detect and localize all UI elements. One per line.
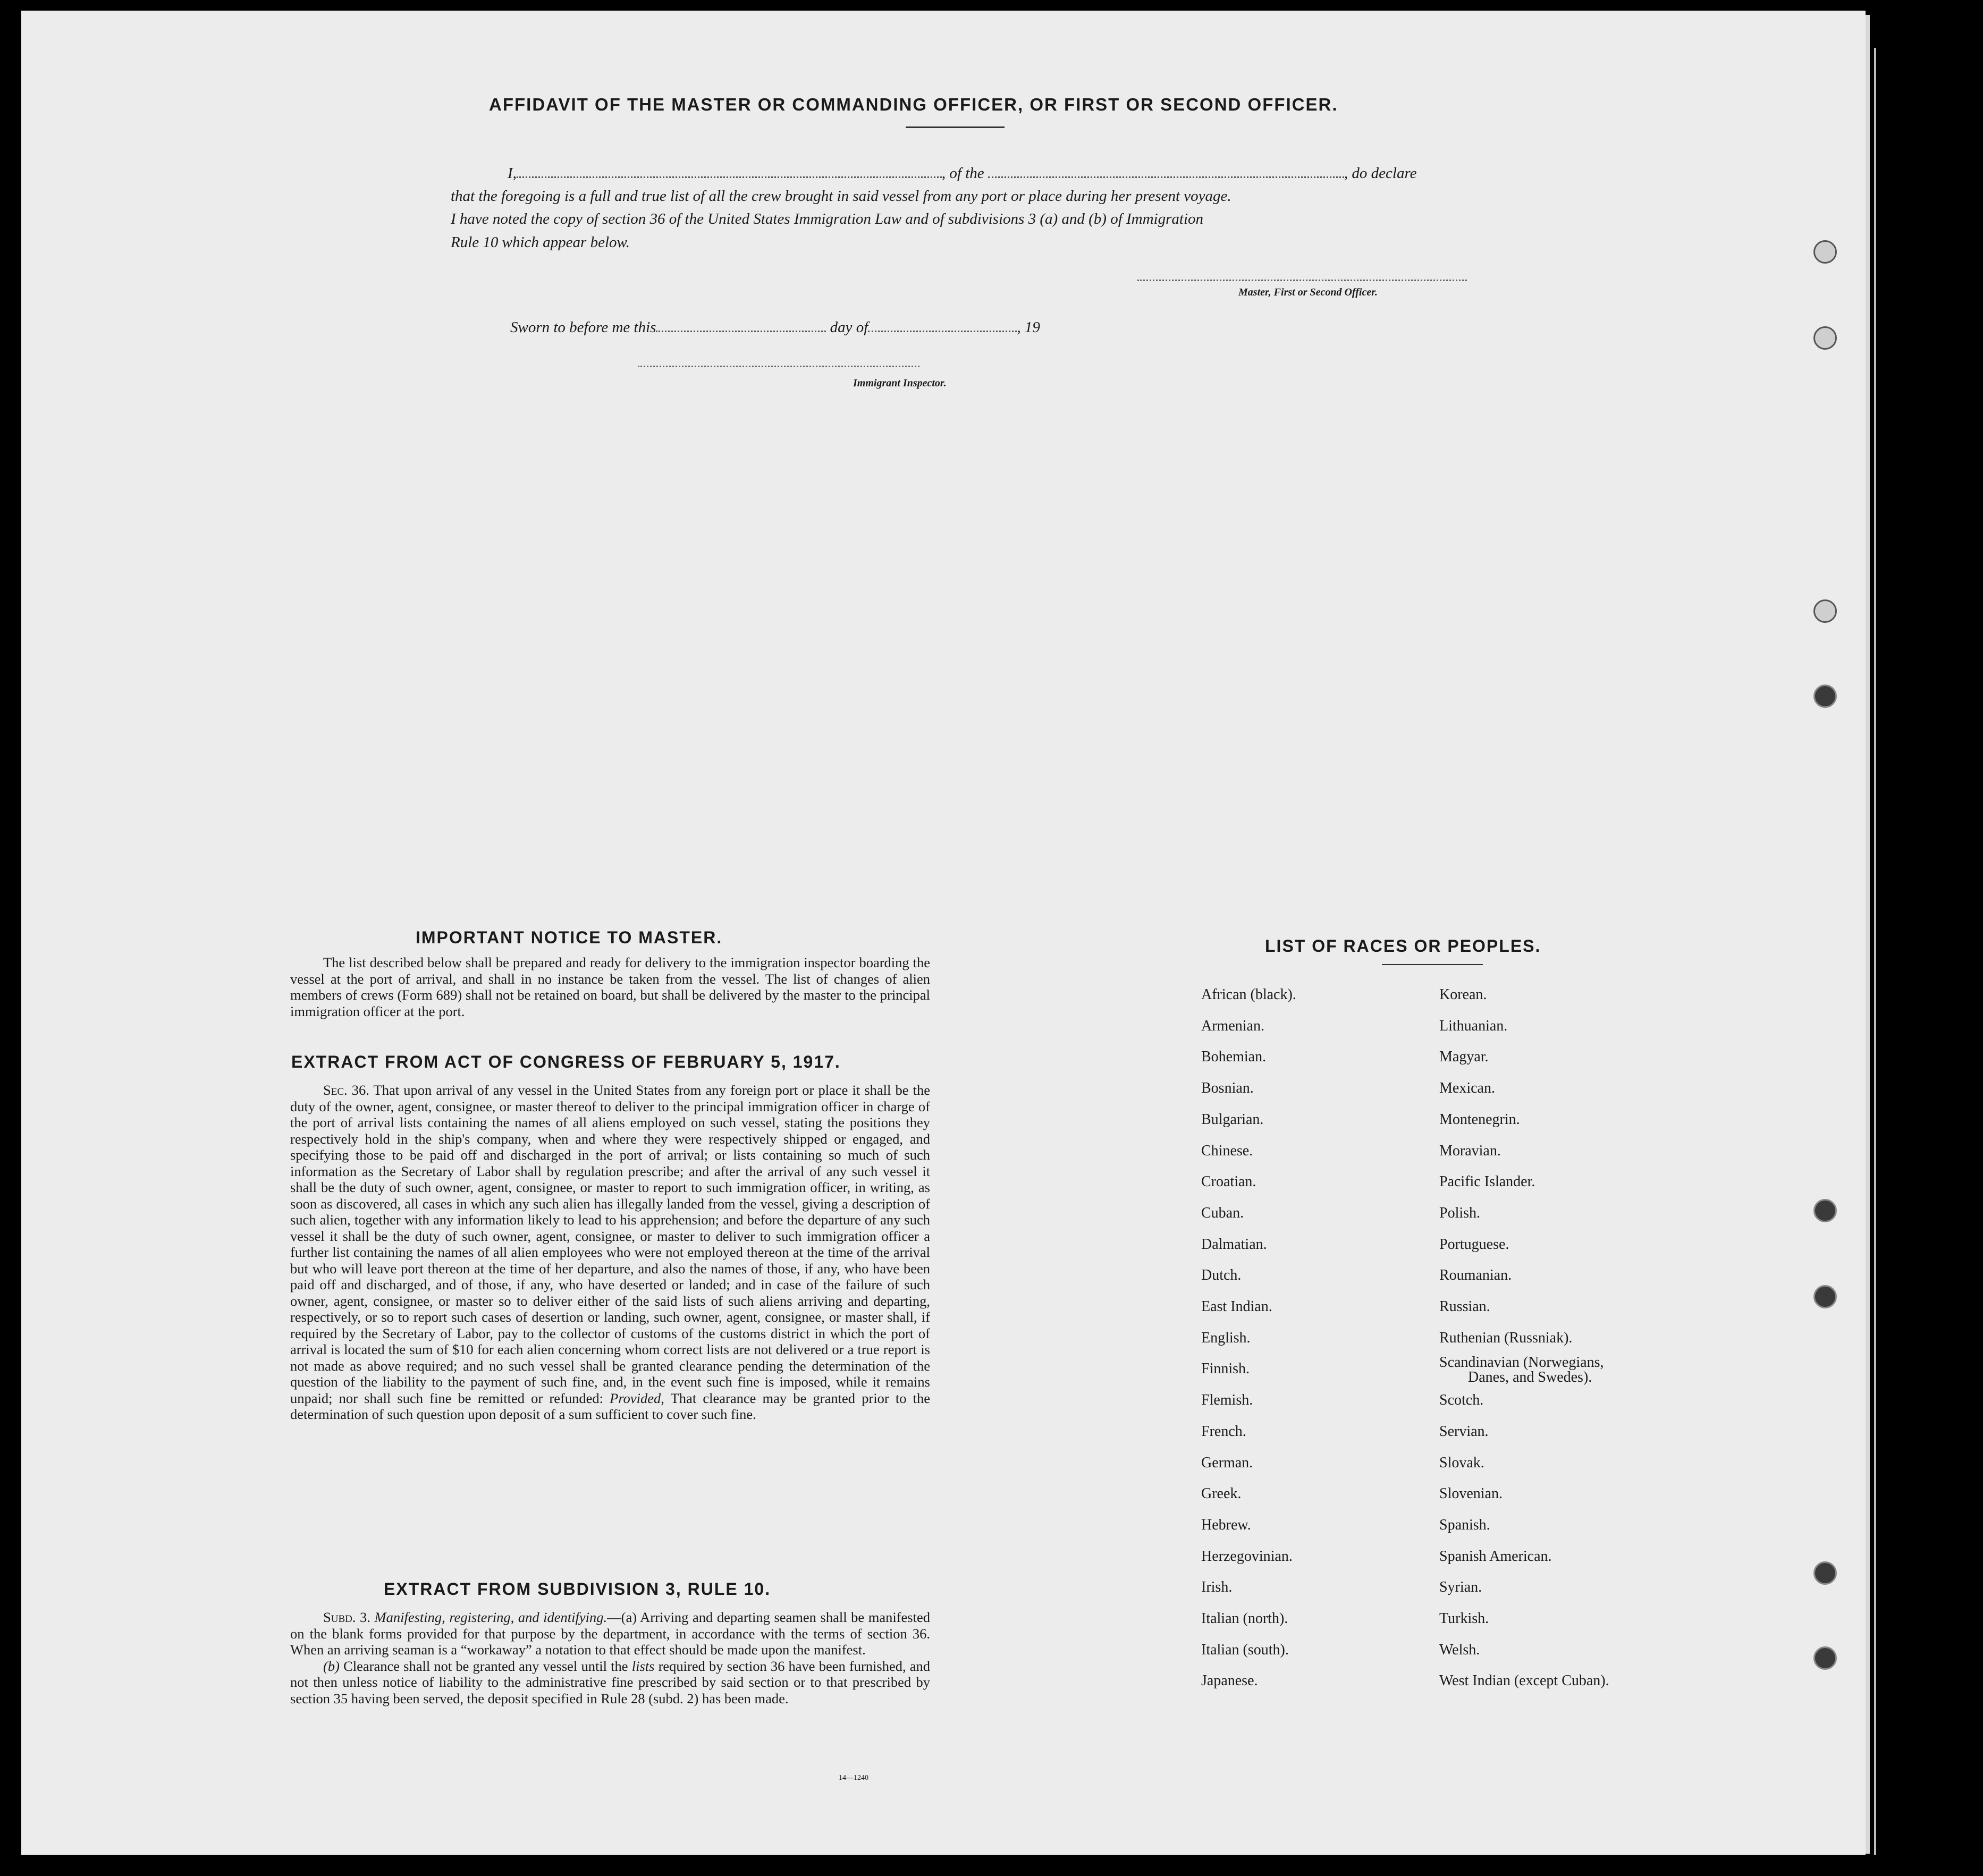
- master-label: Master, First or Second Officer.: [1238, 286, 1378, 298]
- punch-hole: [1813, 1561, 1837, 1585]
- race-item: Russian.: [1439, 1298, 1490, 1315]
- race-item: French.: [1201, 1423, 1246, 1440]
- race-item: Magyar.: [1439, 1049, 1489, 1066]
- punch-hole: [1813, 326, 1837, 350]
- sworn-year: , 19: [1017, 319, 1040, 336]
- affidavit-do-declare: , do declare: [1344, 165, 1417, 182]
- races-title: LIST OF RACES OR PEOPLES.: [1265, 936, 1541, 956]
- race-item: Armenian.: [1201, 1017, 1264, 1034]
- affidavit-i: I,: [508, 165, 517, 182]
- race-item: Polish.: [1439, 1204, 1481, 1221]
- race-item: Montenegrin.: [1439, 1111, 1520, 1128]
- race-item: Dalmatian.: [1201, 1236, 1267, 1253]
- race-item: Spanish.: [1439, 1516, 1490, 1533]
- inspector-signature-line: [638, 366, 919, 367]
- month-blank: [868, 327, 1017, 332]
- inspector-label: Immigrant Inspector.: [853, 377, 947, 389]
- affidavit-line-2: that the foregoing is a full and true list of all the crew brought in said vessel from any port or place during her present voyage.: [451, 188, 1231, 205]
- race-item: Portuguese.: [1439, 1236, 1509, 1253]
- affidavit-of-the: , of the: [941, 165, 984, 182]
- sworn-prefix: Sworn to before me this: [510, 319, 656, 336]
- notice-title: IMPORTANT NOTICE TO MASTER.: [416, 928, 723, 947]
- page-edge-shadow: [1874, 48, 1876, 1855]
- punch-hole: [1813, 1285, 1837, 1308]
- sworn-day-of: day of: [830, 319, 868, 336]
- affidavit-line-4: Rule 10 which appear below.: [451, 234, 630, 251]
- race-item: Croatian.: [1201, 1173, 1256, 1190]
- race-item: Italian (south).: [1201, 1641, 1289, 1658]
- race-item: Slovenian.: [1439, 1485, 1503, 1502]
- master-signature-line: [1137, 280, 1467, 281]
- race-item: Turkish.: [1439, 1610, 1489, 1627]
- document-page: [21, 11, 1866, 1855]
- race-item: Irish.: [1201, 1579, 1233, 1596]
- race-item: Roumanian.: [1439, 1267, 1512, 1284]
- punch-hole: [1813, 240, 1837, 264]
- race-item: African (black).: [1201, 986, 1296, 1003]
- sec-36-text: Sec. 36. That upon arrival of any vessel in the United States from any foreign port or place it shall be the duty of the owner, agent, consignee, or master thereof to deliver to the principal immigration officer in charge of the port of arrival lists containing the names of all aliens employed on such vessel, stating the positions they respectively hold in the ship's company, when and where they were respectively shipped or engaged, and specifying those to be paid off and discharged in the port of arrival; or lists containing so much of such information as the Secretary of Labor shall by regulation prescribe; and after the arrival of any such vessel it shall be the duty of such owner, agent, consignee, or master to report to such immigration officer, in writing, as soon as discovered, all cases in which any such alien has illegally landed from the vessel, giving a description of such alien, together with any information likely to lead to his apprehension; and before the departure of any such vessel it shall be the duty of such owner, agent, consignee, or master to deliver to such immigration officer a further list containing the names of all alien employees who were not employed thereon at the time of the arrival but who will leave port thereon at the time of her departure, and also the names of those, if any, who have been paid off and discharged, and of those, if any, who have deserted or landed; and in case of the failure of such owner, agent, consignee, or master so to deliver either of the said lists of such aliens arriving and departing, respectively, or so to report such cases of desertion or landing, such owner, agent, consignee, or master shall, if required by the Secretary of Labor, pay to the collector of customs of the customs district in which the port of arrival is located the sum of $10 for each alien concerning whom correct lists are not delivered or a true report is not made as above required; and no such vessel shall be granted clearance pending the determination of the question of the liability to the payment of such fine, and, in the event such fine is imposed, while it remains unpaid; nor shall such fine be remitted or refunded: Provided, That clearance may be granted prior to the determination of such question upon deposit of a sum sufficient to cover such fine.: [290, 1082, 931, 1422]
- page-edge: [1866, 15, 1870, 1854]
- title-underline: [906, 126, 1005, 128]
- race-item: Bulgarian.: [1201, 1111, 1264, 1128]
- race-item: Lithuanian.: [1439, 1017, 1508, 1034]
- vessel-blank: [988, 173, 1344, 178]
- race-item: Finnish.: [1201, 1360, 1250, 1378]
- punch-hole: [1813, 599, 1837, 623]
- race-item: Korean.: [1439, 986, 1487, 1003]
- sec-label: Sec. 36.: [323, 1082, 369, 1098]
- race-item: Cuban.: [1201, 1204, 1244, 1221]
- race-item: Welsh.: [1439, 1641, 1480, 1658]
- race-item: Bosnian.: [1201, 1080, 1254, 1097]
- punch-hole: [1813, 1199, 1837, 1222]
- affidavit-line-3: I have noted the copy of section 36 of the United States Immigration Law and of subdivisions 3 (a) and (b) of Immigration: [451, 210, 1204, 227]
- race-item: Syrian.: [1439, 1579, 1482, 1596]
- races-title-underline: [1382, 964, 1483, 965]
- race-item: Herzegovinian.: [1201, 1548, 1293, 1565]
- extract-rule-title: EXTRACT FROM SUBDIVISION 3, RULE 10.: [384, 1579, 771, 1599]
- race-item: Mexican.: [1439, 1080, 1495, 1097]
- race-item: Ruthenian (Russniak).: [1439, 1329, 1573, 1346]
- race-item: East Indian.: [1201, 1298, 1272, 1315]
- race-item-continuation: Danes, and Swedes).: [1468, 1369, 1592, 1386]
- race-item: Scotch.: [1439, 1392, 1484, 1409]
- sworn-line: [510, 319, 1040, 336]
- race-item: Greek.: [1201, 1485, 1242, 1502]
- race-item: Slovak.: [1439, 1454, 1484, 1471]
- punch-hole: [1813, 685, 1837, 708]
- race-item: Chinese.: [1201, 1142, 1253, 1159]
- name-blank: [517, 173, 942, 178]
- notice-text: The list described below shall be prepared and ready for delivery to the immigration inspector boarding the vessel at the port of arrival, and shall in no instance be taken from the vessel. The list of changes of alien members of crews (Form 689) shall not be retained on board, but shall be delivered by the master to the principal immigration officer at the port.: [290, 954, 930, 1019]
- race-item: Scandinavian (Norwegians,: [1439, 1354, 1604, 1371]
- race-item: Italian (north).: [1201, 1610, 1288, 1627]
- race-item: Moravian.: [1439, 1142, 1501, 1159]
- race-item: Japanese.: [1201, 1672, 1258, 1689]
- race-item: Bohemian.: [1201, 1049, 1267, 1066]
- extract-act-title: EXTRACT FROM ACT OF CONGRESS OF FEBRUARY 5, 1917.: [291, 1052, 841, 1071]
- race-item: West Indian (except Cuban).: [1439, 1672, 1609, 1689]
- race-item: English.: [1201, 1329, 1251, 1346]
- race-item: German.: [1201, 1454, 1253, 1471]
- race-item: Spanish American.: [1439, 1548, 1552, 1565]
- affidavit-title: AFFIDAVIT OF THE MASTER OR COMMANDING OFFICER, OR FIRST OR SECOND OFFICER.: [489, 95, 1338, 114]
- race-item: Hebrew.: [1201, 1516, 1251, 1533]
- form-number: 14—1240: [839, 1774, 868, 1782]
- race-item: Pacific Islander.: [1439, 1173, 1535, 1190]
- affidavit-line-1: [508, 165, 1417, 182]
- day-blank: [656, 327, 826, 332]
- race-item: Dutch.: [1201, 1267, 1242, 1284]
- rule-10-text: Subd. 3. Manifesting, registering, and identifying.—(a) Arriving and departing seamen shall be manifested on the blank forms provided for that purpose by the department, in accordance with the terms of section 36. When an arriving seaman is a “workaway” a notation to that effect should be made upon the manifest. (b) Clearance shall not be granted any vessel until the lists required by section 36 have been furnished, and not then unless notice of liability to the administrative fine prescribed by said section or to that prescribed by section 35 having been served, the deposit specified in Rule 28 (subd. 2) has been made.: [290, 1609, 931, 1706]
- race-item: Servian.: [1439, 1423, 1489, 1440]
- punch-hole: [1813, 1646, 1837, 1670]
- race-item: Flemish.: [1201, 1392, 1253, 1409]
